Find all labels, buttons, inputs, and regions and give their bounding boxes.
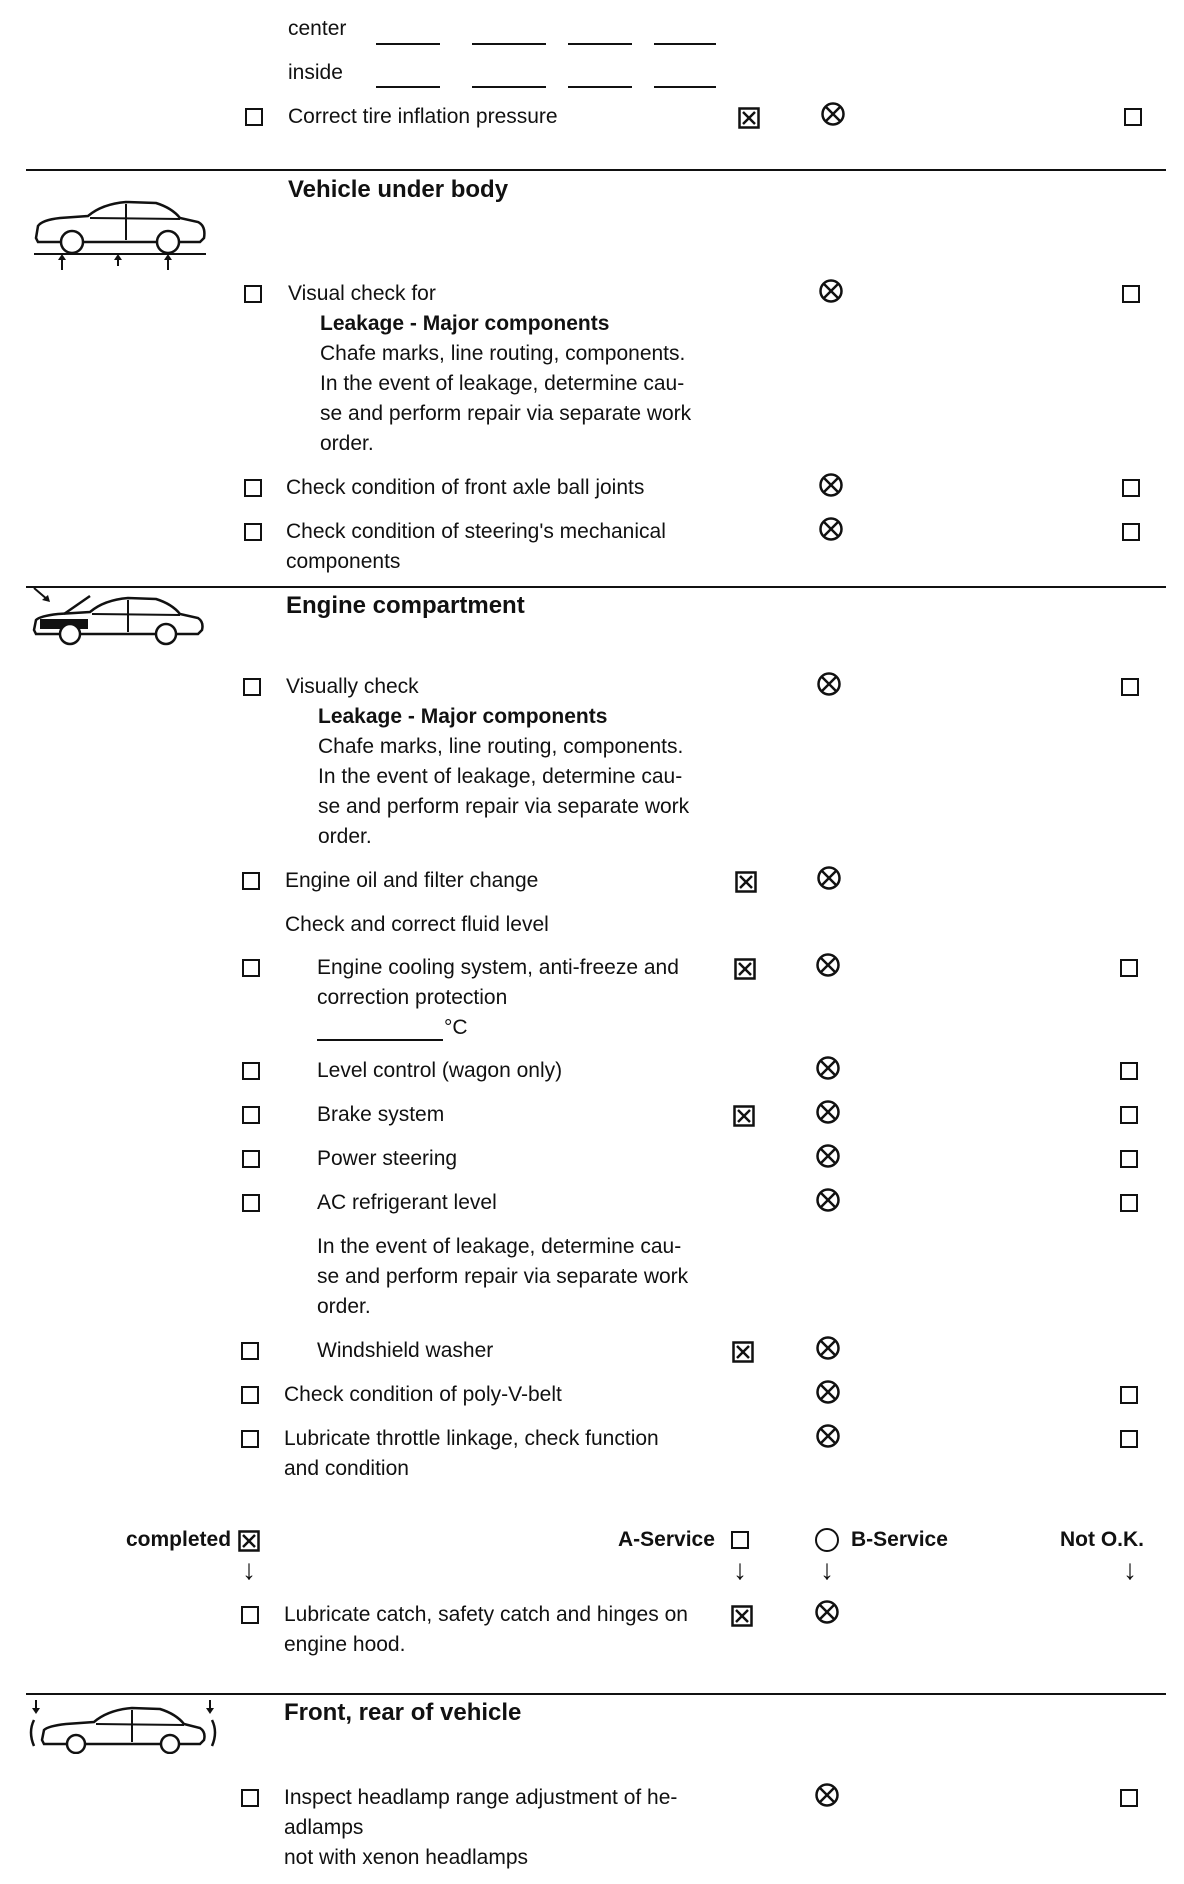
steering-line-1: Check condition of steering's mechanical xyxy=(286,520,666,543)
visual-check-checkbox[interactable] xyxy=(244,285,262,303)
windshield-washer-label: Windshield washer xyxy=(317,1339,494,1362)
cooling-line-2: correction protection xyxy=(317,986,508,1009)
power-steering-not-ok-checkbox[interactable] xyxy=(1120,1150,1138,1168)
legend-a-service-box xyxy=(731,1531,749,1549)
tire-pressure-b-service-mark xyxy=(820,101,846,127)
legend-a-service-arrow: ↓ xyxy=(733,1554,747,1585)
poly-v-belt-checkbox[interactable] xyxy=(241,1386,259,1404)
headlamp-line-1: Inspect headlamp range adjustment of he- xyxy=(284,1786,678,1809)
level-control-label: Level control (wagon only) xyxy=(317,1059,563,1082)
legend-a-service-label: A-Service xyxy=(618,1528,715,1551)
steering-line-2: components xyxy=(286,550,401,573)
headlamp-checkbox[interactable] xyxy=(241,1789,259,1807)
engine-visual-check-line-3: se and perform repair via separate work xyxy=(318,795,690,818)
visual-check-b-service-mark xyxy=(818,278,844,304)
inside-blank-3[interactable] xyxy=(568,86,632,88)
legend-not-ok-arrow: ↓ xyxy=(1123,1554,1137,1585)
section-title-front-rear: Front, rear of vehicle xyxy=(284,1699,522,1726)
section-divider-under-body xyxy=(26,169,1166,171)
leakage-note-line-3: order. xyxy=(317,1295,371,1318)
visual-check-lead: Visual check for xyxy=(288,282,436,305)
leakage-note-line-1: In the event of leakage, determine cau- xyxy=(317,1235,682,1258)
inside-blank-1[interactable] xyxy=(376,86,440,88)
headlamp-line-3: not with xenon headlamps xyxy=(284,1846,528,1869)
hood-line-2: engine hood. xyxy=(284,1633,406,1656)
cooling-a-service-mark xyxy=(734,958,756,980)
center-label: center xyxy=(288,17,347,40)
inside-label: inside xyxy=(288,61,343,84)
oil-change-a-service-mark xyxy=(735,871,757,893)
leakage-note-line-2: se and perform repair via separate work xyxy=(317,1265,689,1288)
headlamp-line-2: adlamps xyxy=(284,1816,364,1839)
brake-system-not-ok-checkbox[interactable] xyxy=(1120,1106,1138,1124)
center-blank-3[interactable] xyxy=(568,43,632,45)
windshield-washer-checkbox[interactable] xyxy=(241,1342,259,1360)
throttle-line-1: Lubricate throttle linkage, check function xyxy=(284,1427,659,1450)
engine-visual-check-b-service-mark xyxy=(816,671,842,697)
legend-b-service-label: B-Service xyxy=(851,1528,948,1551)
ac-refrigerant-label: AC refrigerant level xyxy=(317,1191,497,1214)
windshield-washer-a-service-mark xyxy=(732,1341,754,1363)
engine-visual-check-lead: Visually check xyxy=(286,675,419,698)
visual-check-line-4: order. xyxy=(320,432,374,455)
poly-v-belt-not-ok-checkbox[interactable] xyxy=(1120,1386,1138,1404)
engine-visual-check-checkbox[interactable] xyxy=(243,678,261,696)
visual-check-line-2: In the event of leakage, determine cau- xyxy=(320,372,685,395)
hood-line-1: Lubricate catch, safety catch and hinges on xyxy=(284,1603,688,1626)
hood-checkbox[interactable] xyxy=(241,1606,259,1624)
legend-not-ok-label: Not O.K. xyxy=(1060,1528,1144,1551)
ball-joints-not-ok-checkbox[interactable] xyxy=(1122,479,1140,497)
engine-visual-check-leakage: Leakage - Major components xyxy=(318,705,608,728)
center-blank-1[interactable] xyxy=(376,43,440,45)
power-steering-b-service-mark xyxy=(815,1143,841,1169)
level-control-b-service-mark xyxy=(815,1055,841,1081)
ac-refrigerant-not-ok-checkbox[interactable] xyxy=(1120,1194,1138,1212)
level-control-not-ok-checkbox[interactable] xyxy=(1120,1062,1138,1080)
tire-pressure-label: Correct tire inflation pressure xyxy=(288,105,558,128)
legend-completed-arrow: ↓ xyxy=(242,1554,256,1585)
oil-change-label: Engine oil and filter change xyxy=(285,869,539,892)
level-control-checkbox[interactable] xyxy=(242,1062,260,1080)
throttle-line-2: and condition xyxy=(284,1457,409,1480)
cooling-temperature-unit: °C xyxy=(444,1016,468,1039)
inside-blank-4[interactable] xyxy=(654,86,716,88)
hood-b-service-mark xyxy=(814,1599,840,1625)
legend-completed-mark xyxy=(238,1530,260,1552)
section-title-under-body: Vehicle under body xyxy=(288,176,509,203)
ball-joints-b-service-mark xyxy=(818,472,844,498)
engine-visual-check-line-4: order. xyxy=(318,825,372,848)
visual-check-leakage: Leakage - Major components xyxy=(320,312,610,335)
engine-visual-check-line-2: In the event of leakage, determine cau- xyxy=(318,765,683,788)
legend-completed-label: completed xyxy=(126,1528,232,1551)
power-steering-label: Power steering xyxy=(317,1147,458,1170)
ball-joints-label: Check condition of front axle ball joints xyxy=(286,476,645,499)
visual-check-line-1: Chafe marks, line routing, components. xyxy=(320,342,686,365)
ball-joints-checkbox[interactable] xyxy=(244,479,262,497)
steering-not-ok-checkbox[interactable] xyxy=(1122,523,1140,541)
center-blank-4[interactable] xyxy=(654,43,716,45)
cooling-not-ok-checkbox[interactable] xyxy=(1120,959,1138,977)
tire-pressure-checkbox[interactable] xyxy=(245,108,263,126)
ac-refrigerant-checkbox[interactable] xyxy=(242,1194,260,1212)
poly-v-belt-label: Check condition of poly-V-belt xyxy=(284,1383,562,1406)
section-divider-front-rear xyxy=(26,1693,1166,1695)
car-front-rear-icon xyxy=(28,1698,218,1754)
headlamp-not-ok-checkbox[interactable] xyxy=(1120,1789,1138,1807)
headlamp-b-service-mark xyxy=(814,1782,840,1808)
brake-system-checkbox[interactable] xyxy=(242,1106,260,1124)
center-blank-2[interactable] xyxy=(472,43,546,45)
car-engine-icon xyxy=(28,584,208,646)
oil-change-checkbox[interactable] xyxy=(242,872,260,890)
cooling-b-service-mark xyxy=(815,952,841,978)
inside-blank-2[interactable] xyxy=(472,86,546,88)
legend-b-service-circle xyxy=(815,1528,839,1552)
oil-change-b-service-mark xyxy=(816,865,842,891)
poly-v-belt-b-service-mark xyxy=(815,1379,841,1405)
tire-pressure-not-ok-checkbox[interactable] xyxy=(1124,108,1142,126)
section-title-engine: Engine compartment xyxy=(286,592,525,619)
fluid-level-heading: Check and correct fluid level xyxy=(285,913,549,936)
visual-check-not-ok-checkbox[interactable] xyxy=(1122,285,1140,303)
windshield-washer-b-service-mark xyxy=(815,1335,841,1361)
steering-checkbox[interactable] xyxy=(244,523,262,541)
visual-check-line-3: se and perform repair via separate work xyxy=(320,402,692,425)
brake-system-a-service-mark xyxy=(733,1105,755,1127)
ac-refrigerant-b-service-mark xyxy=(815,1187,841,1213)
tire-pressure-a-service-mark xyxy=(738,107,760,129)
engine-visual-check-line-1: Chafe marks, line routing, components. xyxy=(318,735,684,758)
cooling-checkbox[interactable] xyxy=(242,959,260,977)
cooling-line-1: Engine cooling system, anti-freeze and xyxy=(317,956,679,979)
brake-system-b-service-mark xyxy=(815,1099,841,1125)
brake-system-label: Brake system xyxy=(317,1103,445,1126)
throttle-b-service-mark xyxy=(815,1423,841,1449)
power-steering-checkbox[interactable] xyxy=(242,1150,260,1168)
hood-a-service-mark xyxy=(731,1605,753,1627)
steering-b-service-mark xyxy=(818,516,844,542)
legend-b-service-arrow: ↓ xyxy=(820,1554,834,1585)
car-underbody-icon xyxy=(30,188,210,272)
engine-visual-check-not-ok-checkbox[interactable] xyxy=(1121,678,1139,696)
cooling-temperature-blank[interactable] xyxy=(317,1039,443,1041)
throttle-not-ok-checkbox[interactable] xyxy=(1120,1430,1138,1448)
throttle-checkbox[interactable] xyxy=(241,1430,259,1448)
